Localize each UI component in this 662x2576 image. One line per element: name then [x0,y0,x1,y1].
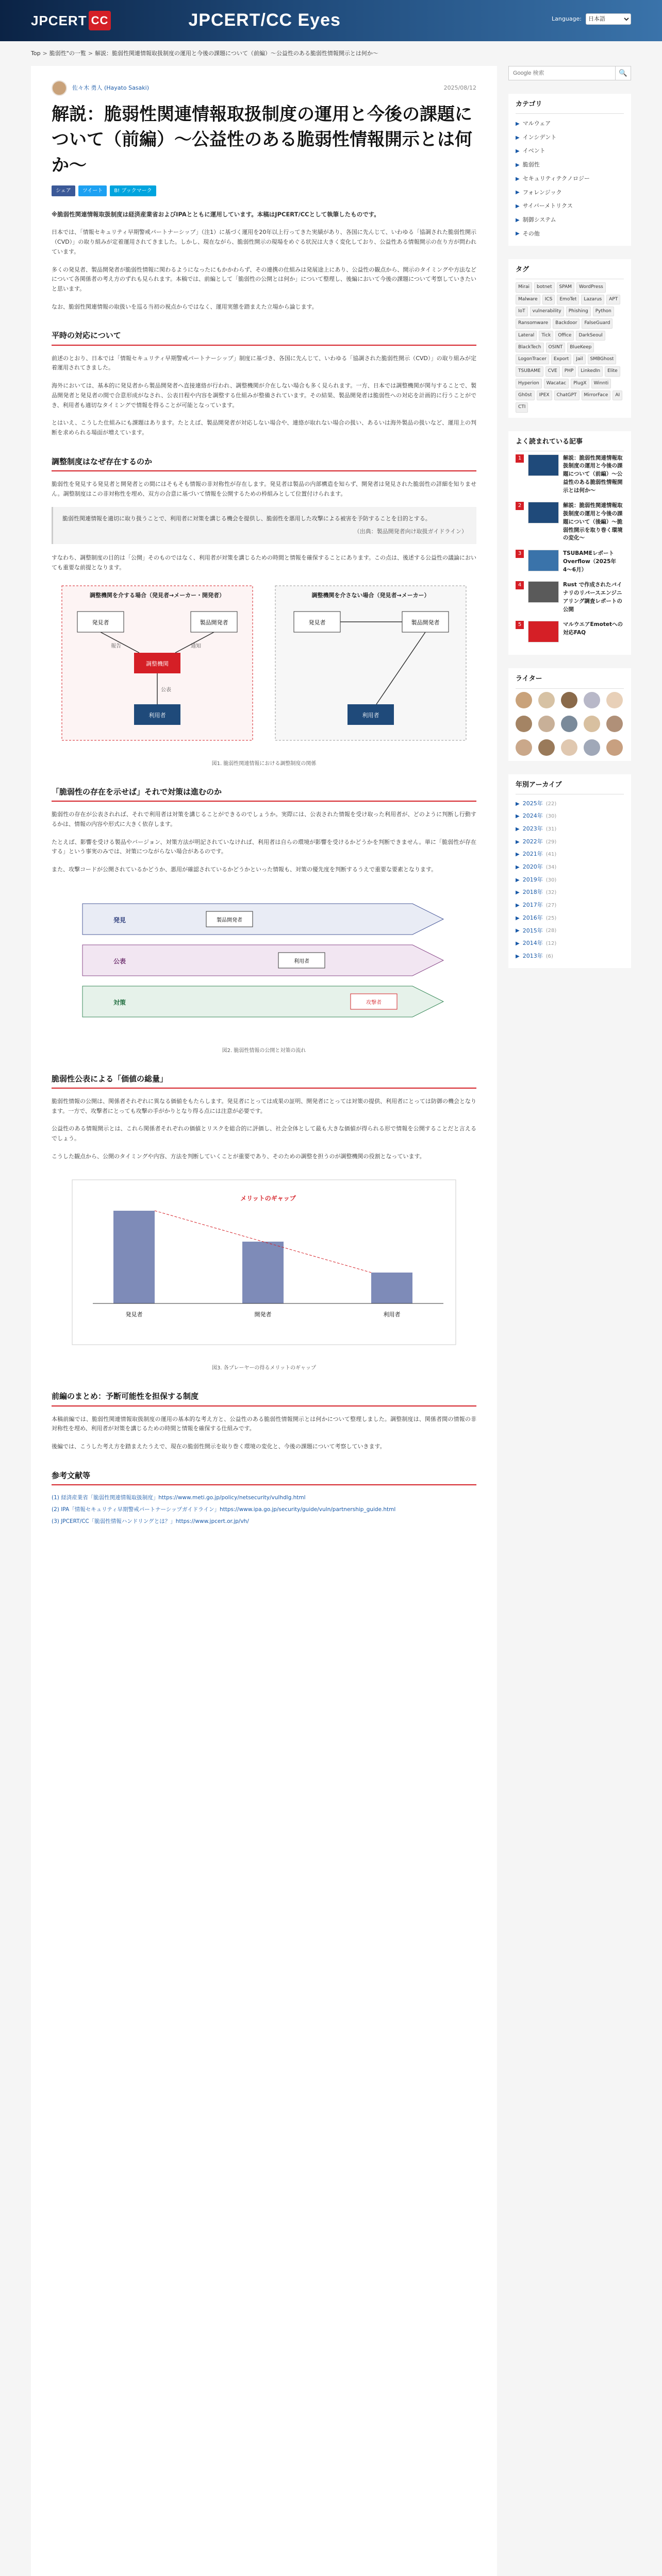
hatena-bookmark-button[interactable]: B! ブックマーク [110,185,156,196]
archive-year-item[interactable] [516,925,624,938]
tag-item[interactable]: IPEX [537,391,552,400]
chevron-right-icon: ▶ [516,826,520,832]
category-label: その他 [522,230,540,237]
category-item[interactable] [516,213,624,227]
fig2-mid: 公表 [113,957,126,965]
tag-item[interactable]: FalseGuard [582,318,613,328]
paragraph: なお、脆弱性関連情報の取扱いを巡る当初の視点からではなく、運用実態を踏まえた立場から論じます。 [52,303,318,310]
fig1-finder-left: 発見者 [92,619,109,626]
fig1-notify-label: 通知 [191,643,201,650]
rank-badge: 1 [516,454,524,463]
tag-item[interactable]: BlueKeep [567,343,594,352]
tag-item[interactable]: BlackTech [516,343,544,352]
fig2-top: 発見 [113,916,126,924]
tag-cloud [516,282,624,412]
chevron-right-icon: ▶ [516,190,520,196]
archive-year: 2015年 [522,927,543,934]
paragraph: たとえば、影響を受ける製品やバージョン、対策方法が明記されていなければ、利用者は自らの環境が影響を受けるかどうかを判断できません。単に「脆弱性が存在する」という事実のみでは、対策につながらない場合があるのです。 [52,838,476,855]
archive-count: (34) [545,864,557,870]
chevron-right-icon: ▶ [516,134,520,141]
search-icon: 🔍 [619,69,627,77]
category-item[interactable] [516,186,624,200]
popular-box [508,431,631,655]
archive-count: (41) [545,852,557,858]
quote-source: （出典：製品開発者向け取扱ガイドライン） [354,528,467,535]
archive-count: (29) [545,839,557,845]
category-box [508,94,631,246]
writers-heading: ライター [516,673,624,688]
author-row [52,80,476,96]
archive-year-item[interactable] [516,899,624,912]
share-buttons [52,185,476,196]
archive-list [516,798,624,963]
popular-list [516,454,624,643]
paragraph: 日本では、「情報セキュリティ早期警戒パートナーシップ」（注1）に基づく運用を20年以上行ってきた実績があり、各国に先んじて、いわゆる「協調された脆弱性開示（CVD）」の取り組みが定着運用されてきました。しかし、現在ながら、脆弱性開示の現場をめぐる状況は大きく変化しており、公益性ある情報開示の在り方が問われています。 [52,229,476,255]
tag-item[interactable]: Ransomware [516,318,551,328]
archive-year: 2016年 [522,914,543,921]
archive-year: 2022年 [522,838,543,845]
archive-box [508,774,631,968]
fig1-report-label: 報告 [111,643,121,650]
fig2-bottom: 対策 [113,998,126,1006]
figure-1 [52,581,476,754]
paragraph: 本稿前編では、脆弱性関連情報取扱制度の運用の基本的な考え方と、公益性のある脆弱性情報開示とは何かについて整理しました。調整制度は、関係者間の情報の非対称性を埋め、利用者が対策を講じるための時間と情報を確保する仕組みです。 [52,1415,476,1432]
writer-avatar[interactable] [606,692,623,708]
chevron-right-icon: ▶ [516,852,520,858]
fig3-user: 利用者 [383,1311,401,1318]
avatar[interactable] [52,80,67,96]
archive-year-item[interactable] [516,874,624,887]
archive-count: (6) [545,953,553,959]
archive-year-item[interactable] [516,836,624,849]
tag-item[interactable]: Elite [605,366,620,376]
fig3-finder: 発見者 [125,1311,143,1318]
tag-item[interactable]: TSUBAME [516,366,543,376]
popular-item[interactable] [516,502,624,543]
archive-year: 2019年 [522,876,543,883]
tag-item[interactable]: Tick [539,331,553,341]
archive-year: 2021年 [522,851,543,858]
writer-avatar[interactable] [584,692,600,708]
fig1-user-left: 利用者 [148,712,166,719]
archive-heading: 年別アーカイブ [516,779,624,794]
fig1-publish-label: 公表 [161,687,171,693]
popular-heading: よく読まれている記事 [516,436,624,451]
rank-badge: 3 [516,550,524,558]
chevron-right-icon: ▶ [516,148,520,155]
tag-item[interactable]: Backdoor [553,318,580,328]
fig1-org: 調整機関 [146,660,169,668]
paragraph: 海外においては、基本的に発見者から製品開発者へ直接連絡が行われ、調整機関が介在しない場合も多く見られます。一方、日本では調整機関が関与することで、製品開発者と発見者の間で合意形成がなされ、公表日程や内容を調整する仕組みが整備されています。その結果、製品開発者は脆弱性への対応を計画的に行うことができ、利用者も適切なタイミングで情報を得ることが可能となっています。 [52,382,476,409]
archive-year-item[interactable] [516,861,624,874]
tag-item[interactable]: SPAM [557,282,575,292]
archive-count: (30) [545,877,557,883]
tag-item[interactable]: ChatGPT [554,391,580,400]
archive-year-item[interactable] [516,848,624,861]
tag-item[interactable]: OSINT [546,343,566,352]
writer-avatar[interactable] [606,739,623,756]
archive-year: 2023年 [522,825,543,833]
tag-item[interactable]: CVE [545,366,560,376]
popular-title[interactable]: 解説：脆弱性関連情報取扱制度の運用と今後の課題について（後編）〜脆弱性開示を取り巻く環境の変化〜 [563,502,623,541]
fig1-user-right: 利用者 [362,712,379,719]
writer-avatar[interactable] [538,716,555,732]
category-label: 脆弱性 [522,161,540,168]
breadcrumb-current: 解説：脆弱性関連情報取扱制度の運用と今後の課題について（前編）〜公益性のある脆弱性情報開示とは何か〜 [95,49,378,57]
article-thumbnail[interactable] [528,550,559,571]
references-heading: 参考文献等 [52,1469,476,1486]
popular-item[interactable] [516,621,624,642]
category-item[interactable] [516,199,624,213]
category-item[interactable] [516,117,624,131]
paragraph: こうした観点から、公開のタイミングや内容、方法を判断していくことが重要であり、そのための調整を担うのが調整機関の役割となっています。 [52,1153,425,1160]
writer-avatar[interactable] [538,739,555,756]
fig2-user: 利用者 [294,958,309,964]
tag-item[interactable]: APT [606,295,620,304]
quote-text: 脆弱性関連情報を適切に取り扱うことで、利用者に対策を講じる機会を提供し、脆弱性を悪用した攻撃による被害を予防することを目的とする。 [62,515,431,522]
popular-title[interactable]: マルウエアEmotetへの対応FAQ [563,621,623,636]
archive-count: (30) [545,814,557,820]
tag-item[interactable]: AI [613,391,622,400]
section-heading: 調整制度はなぜ存在するのか [52,455,476,472]
tag-item[interactable]: vulnerability [530,307,564,316]
section-heading: 平時の対応について [52,329,476,346]
popular-item[interactable] [516,454,624,495]
tag-item[interactable]: ICS [542,295,555,304]
tag-item[interactable]: SMBGhost [588,354,617,364]
fig1-vendor-right: 製品開発者 [411,619,440,626]
writers-box [508,668,631,760]
reference-item[interactable]: (1) 経済産業省「脆弱性関連情報取扱制度」https://www.meti.go.jp/policy/netsecurity/vulhdlg.html [52,1495,306,1501]
popular-item[interactable] [516,550,624,574]
reference-item[interactable]: (2) IPA「情報セキュリティ早期警戒パートナーシップガイドライン」https://www.ipa.go.jp/security/guide/vuln/partnership_guide.html [52,1506,396,1513]
popular-title[interactable]: TSUBAMEレポート Overflow（2025年4〜6月） [563,550,616,573]
archive-year: 2025年 [522,800,543,807]
archive-year: 2014年 [522,940,543,947]
chevron-right-icon: ▶ [516,162,520,168]
writer-avatar[interactable] [516,692,532,708]
category-item[interactable] [516,131,624,145]
tag-item[interactable]: MirrorFace [582,391,611,400]
tag-item[interactable]: LinkedIn [578,366,603,376]
tag-item[interactable]: Mirai [516,282,532,292]
jpcert-logo[interactable] [31,9,111,32]
writer-avatar[interactable] [584,716,600,732]
tag-item[interactable]: Malware [516,295,540,304]
chevron-right-icon: ▶ [516,941,520,947]
archive-count: (12) [545,941,557,947]
quote-block [52,507,476,544]
figure-2-caption: 図2. 脆弱性情報の公開と対策の流れ [222,1047,306,1054]
search-input[interactable] [508,66,616,80]
tag-item[interactable]: WordPress [576,282,606,292]
chevron-right-icon: ▶ [516,176,520,182]
rank-badge: 5 [516,621,524,629]
article-thumbnail[interactable] [528,502,559,523]
category-item[interactable] [516,144,624,158]
category-item[interactable] [516,227,624,241]
chevron-right-icon: ▶ [516,801,520,807]
article [31,66,497,2576]
archive-count: (27) [545,903,557,909]
category-label: マルウェア [522,120,551,127]
paragraph: 脆弱性の存在が公表されれば、それで利用者は対策を講じることができるのでしょうか。実際には、公表された情報を受け取った利用者が、どのように判断し行動するかは、情報の内容や形式に大きく依存します。 [52,811,476,828]
category-item[interactable] [516,158,624,172]
category-label: フォレンジック [522,189,562,196]
fig2-vendor: 製品開発者 [217,917,242,923]
reference-item[interactable]: (3) JPCERT/CC「脆弱性情報ハンドリングとは？」https://www.jpcert.or.jp/vh/ [52,1518,249,1524]
archive-year: 2013年 [522,952,543,959]
tag-item[interactable]: PHP [562,366,576,376]
writer-avatar[interactable] [561,739,577,756]
search-button[interactable] [616,66,631,80]
fig2-attacker: 攻撃者 [366,999,382,1006]
tag-item[interactable]: Export [551,354,571,364]
archive-count: (31) [545,826,557,832]
fig3-gap: メリットのギャップ [240,1195,296,1202]
writer-avatar[interactable] [561,716,577,732]
archive-year-item[interactable] [516,950,624,963]
rank-badge: 2 [516,502,524,510]
writer-avatar[interactable] [584,739,600,756]
archive-count: (32) [545,890,557,896]
paragraph: 脆弱性を発見する発見者と開発者との間にはそもそも情報の非対称性が存在します。発見者は製品の内部構造を知らず、開発者は発見された脆弱性の詳細を知りません。調整制度はこの非対称性を埋め、双方の合意に基づいて情報を公開するための枠組みとして位置付けられます。 [52,481,476,497]
tag-item[interactable]: IoT [516,307,528,316]
writer-avatar[interactable] [606,716,623,732]
fig3-vendor: 開発者 [254,1311,272,1318]
rank-badge: 4 [516,581,524,589]
chevron-right-icon: ▶ [516,231,520,237]
figure-2 [52,883,476,1041]
tag-item[interactable]: Winnti [591,379,611,388]
paragraph: 多くの発見者、製品開発者が脆弱性情報に関わるようになったにもかかわらず、その連携の仕組みは発展途上にあり、公益性の観点から、開示のタイミングや方法などについて各関係者の考え方のずれも見られます。本稿では、前編として「脆弱性の公開とは何か」について整理し、後編において今後の課題について考察していきたいと思います。 [52,266,476,292]
tag-heading: タグ [516,264,624,279]
language-select[interactable] [586,13,631,25]
article-thumbnail[interactable] [528,454,559,476]
popular-item[interactable] [516,581,624,614]
site-header [0,0,662,41]
tag-item[interactable]: Hyperion [516,379,542,388]
chevron-right-icon: ▶ [516,890,520,896]
paragraph: すなわち、調整制度の目的は「公開」そのものではなく、利用者が対策を講じるための時間と情報を確保することにあります。この点は、後述する公益性の議論においても重要な前提となります。 [52,554,476,571]
paragraph: 公益性のある情報開示とは、これら関係者それぞれの価値とリスクを総合的に評価し、社会全体として最も大きな価値が得られる形で情報を公開することだと言えるでしょう。 [52,1125,476,1142]
chevron-right-icon: ▶ [516,953,520,959]
merit-gap-diagram [52,1170,476,1355]
tag-item[interactable]: DarkSeoul [576,331,605,341]
figure-1-caption: 図1. 脆弱性関連情報における調整制度の関係 [211,760,317,767]
tag-item[interactable]: PlugX [571,379,589,388]
writer-avatar[interactable] [516,739,532,756]
archive-year: 2018年 [522,889,543,896]
archive-year-item[interactable] [516,810,624,823]
facebook-share-button[interactable]: シェア [52,185,75,196]
language-switcher [552,13,631,25]
paragraph: また、攻撃コードが公開されているかどうか、悪用が確認されているかどうかといった情報も、対策の優先度を判断するうえで重要な要素となります。 [52,866,437,873]
writer-avatar[interactable] [561,692,577,708]
category-label: インシデント [522,133,557,141]
category-heading: カテゴリ [516,99,624,114]
chevron-right-icon: ▶ [516,877,520,883]
fig1-vendor-left: 製品開発者 [200,619,228,626]
logo-text: JPCERT [31,12,87,28]
chevron-right-icon: ▶ [516,864,520,870]
category-list [516,117,624,241]
paragraph: 後編では、こうした考え方を踏まえたうえで、現在の脆弱性開示を取り巻く環境の変化と、今後の課題について考察していきます。 [52,1443,386,1450]
chevron-right-icon: ▶ [516,928,520,934]
category-label: イベント [522,147,545,155]
article-thumbnail[interactable] [528,581,559,603]
tag-item[interactable]: Jail [573,354,585,364]
tag-item[interactable]: Wacatac [544,379,569,388]
logo-cc: CC [89,11,111,30]
writer-avatar[interactable] [538,692,555,708]
fig1-finder-right: 発見者 [308,619,326,626]
category-label: セキュリティテクノロジー [522,175,590,182]
section-heading: 「脆弱性の存在を示せば」それで対策は進むのか [52,786,476,802]
writer-avatar[interactable] [516,716,532,732]
lead-note: ※脆弱性関連情報取扱制度は経済産業省およびIPAとともに運用しています。本稿はJPCERT/CCとして執筆したものです。 [52,210,380,218]
tag-item[interactable]: CTI [516,402,528,412]
tag-item[interactable]: Office [555,331,574,341]
tag-item[interactable]: Lateral [516,331,537,341]
paragraph: 前述のとおり、日本では「情報セキュリティ早期警戒パートナーシップ」制度に基づき、各国に先んじて、いわゆる「協調された脆弱性開示（CVD）」の取り組みが定着運用されてきました。 [52,354,476,371]
breadcrumb: Top > 脆弱性"の一覧 > 解説：脆弱性関連情報取扱制度の運用と今後の課題について（前編）〜公益性のある脆弱性情報開示とは何か〜 [0,41,662,66]
archive-year-item[interactable] [516,886,624,899]
tag-item[interactable]: Python [593,307,614,316]
archive-year: 2017年 [522,902,543,909]
fig1-left-title: 調整機関を介する場合（発見者→メーカー・開発者） [90,592,225,599]
chevron-right-icon: ▶ [516,903,520,909]
author-name[interactable]: 佐々木 勇人 (Hayato Sasaki) [72,84,149,91]
archive-year-item[interactable] [516,798,624,810]
archive-year-item[interactable] [516,937,624,950]
tag-item[interactable]: LogonTracer [516,354,549,364]
archive-year-item[interactable] [516,823,624,836]
section-heading: 前編のまとめ：予断可能性を担保する制度 [52,1390,476,1406]
breadcrumb-top[interactable]: Top [31,49,41,57]
tag-item[interactable]: botnet [534,282,555,292]
search-box [508,66,631,80]
chevron-right-icon: ▶ [516,121,520,127]
chevron-right-icon: ▶ [516,915,520,921]
tag-item[interactable]: Lazarus [581,295,604,304]
archive-year-item[interactable] [516,912,624,925]
article-thumbnail[interactable] [528,621,559,642]
tag-item[interactable]: EmoTet [557,295,579,304]
archive-count: (22) [545,801,557,807]
popular-title[interactable]: 解説：脆弱性関連情報取扱制度の運用と今後の課題について（前編）〜公益性のある脆弱性情報開示とは何か〜 [563,454,623,494]
sidebar [508,66,631,981]
archive-year: 2024年 [522,812,543,820]
references-list [52,1494,476,1527]
archive-count: (25) [545,915,557,921]
category-item[interactable] [516,172,624,186]
section-heading: 脆弱性公表による「価値の総量」 [52,1073,476,1089]
tag-box [508,259,631,417]
archive-year: 2020年 [522,863,543,871]
twitter-share-button[interactable]: ツイート [78,185,107,196]
chevron-right-icon: ▶ [516,204,520,210]
paragraph: 脆弱性情報の公開は、関係者それぞれに異なる価値をもたらします。発見者にとっては成果の証明、開発者にとっては対策の提供、利用者にとっては防御の機会となります。一方で、攻撃者にとっても攻撃の手がかりとなり得る点には注意が必要です。 [52,1098,476,1114]
archive-count: (28) [545,928,557,934]
chevron-right-icon: ▶ [516,217,520,223]
paragraph: とはいえ、こうした仕組みにも課題はあります。たとえば、製品開発者が対応しない場合や、連絡が取れない場合の扱い、あるいは海外製品の扱いなど、運用上の判断を求められる場面が増えています。 [52,419,476,436]
popular-title[interactable]: Rust で作成されたバイナリのリバースエンジニアリング調査レポートの公開 [563,582,622,613]
chevron-right-icon: ▶ [516,839,520,845]
tag-item[interactable]: Gh0st [516,391,535,400]
fig1-right-title: 調整機関を介さない場合（発見者→メーカー） [311,592,430,599]
disclosure-flow-diagram [52,883,476,1038]
category-label: 制御システム [522,216,556,223]
breadcrumb-category[interactable]: 脆弱性"の一覧 [49,49,86,57]
figure-3-caption: 図3. 各プレーヤーの得るメリットのギャップ [212,1365,316,1371]
chevron-right-icon: ▶ [516,814,520,820]
site-title[interactable]: JPCERT/CC Eyes [188,10,341,30]
page-title: 解説：脆弱性関連情報取扱制度の運用と今後の課題について（前編）〜公益性のある脆弱性情報開示とは何か〜 [52,104,472,176]
tag-item[interactable]: Phishing [566,307,591,316]
coordination-diagram [52,581,476,751]
category-label: サイバーメトリクス [522,202,573,210]
writer-avatars [516,692,624,756]
language-label: Language: [552,15,582,22]
figure-3 [52,1170,476,1359]
post-date: 2025/08/12 [443,84,476,91]
